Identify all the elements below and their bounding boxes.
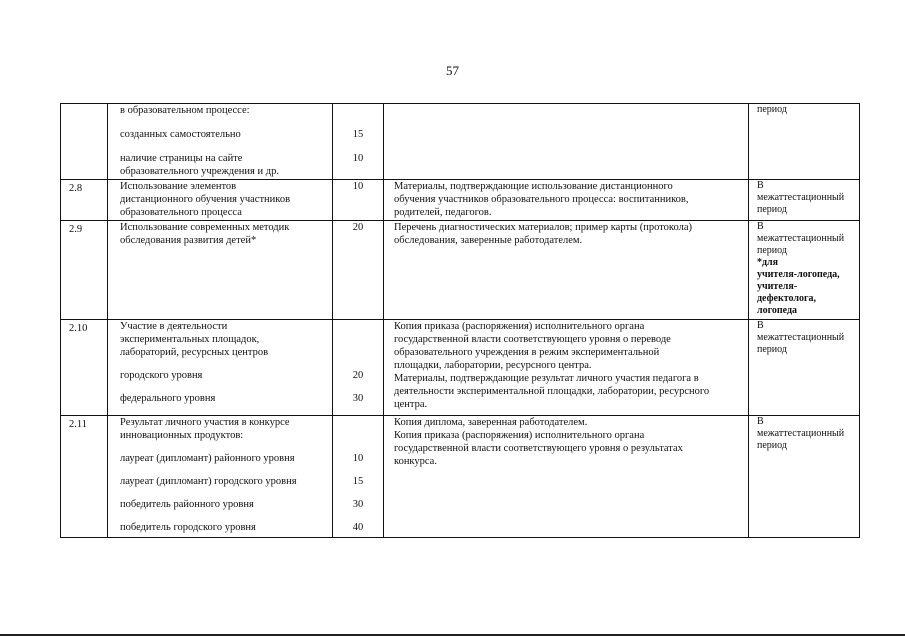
period-text: период — [757, 204, 787, 215]
score-value: 40 — [352, 522, 364, 533]
score-value: 30 — [352, 393, 364, 404]
period-cell — [749, 320, 860, 416]
score-cell — [333, 320, 384, 416]
score-value: 15 — [352, 129, 364, 140]
document-text: конкурса. — [394, 456, 437, 467]
criterion-text: экспериментальных площадок, — [120, 334, 260, 345]
document-text: обследования, заверенные работодателем. — [394, 235, 583, 246]
document-text: Перечень диагностических материалов; пример карты (протокола) — [394, 222, 692, 233]
period-cell — [749, 416, 860, 538]
score-value: 10 — [352, 153, 364, 164]
period-note: логопеда — [757, 305, 798, 316]
period-cell — [749, 221, 860, 320]
table-row — [61, 104, 860, 180]
period-text: В — [757, 180, 764, 191]
period-text: В — [757, 416, 764, 427]
criterion-text: образовательного процесса — [120, 207, 242, 218]
criterion-item: наличие страницы на сайте — [120, 153, 243, 164]
documents-cell — [384, 104, 749, 180]
criterion-cell — [108, 221, 333, 320]
period-cell — [749, 180, 860, 221]
criterion-cell — [108, 104, 333, 180]
period-text: период — [757, 344, 787, 355]
document-text: Копия диплома, заверенная работодателем. — [394, 417, 588, 428]
criterion-cell — [108, 416, 333, 538]
document-text: деятельности экспериментальной площадки, лаборатории, ресурсного — [394, 386, 710, 397]
criterion-text: Участие в деятельности — [120, 321, 228, 332]
criterion-item: лауреат (дипломант) районного уровня — [120, 453, 295, 464]
score-cell — [333, 104, 384, 180]
period-note: *для — [757, 257, 779, 268]
table-row — [61, 180, 860, 221]
document-text: государственной власти соответствующего уровня о результатах — [394, 443, 683, 454]
page-bottom-edge — [0, 634, 905, 636]
document-text: обучения участников образовательного процесса: воспитанников, — [394, 194, 689, 205]
period-text: межаттестационный — [757, 332, 845, 343]
document-text: образовательного учреждения в режим экспериментальной — [394, 347, 660, 358]
criteria-table — [60, 103, 860, 538]
criterion-item: образовательного учреждения и др. — [120, 166, 279, 177]
criterion-head: в образовательном процессе: — [120, 105, 250, 116]
documents-cell — [384, 180, 749, 221]
criterion-text: лабораторий, ресурсных центров — [120, 347, 269, 358]
documents-cell — [384, 320, 749, 416]
criterion-text: Результат личного участия в конкурсе — [120, 417, 290, 428]
document-text: площадки, лаборатории, ресурсного центра. — [394, 360, 592, 371]
period-note: учителя- — [757, 281, 798, 292]
row-number-cell — [61, 104, 108, 180]
document-text: Копия приказа (распоряжения) исполнительного органа — [394, 430, 645, 441]
documents-cell — [384, 221, 749, 320]
score-value: 10 — [352, 453, 364, 464]
criterion-text: инновационных продуктов: — [120, 430, 244, 441]
table-row — [61, 320, 860, 416]
document-text: Копия приказа (распоряжения) исполнительного органа — [394, 321, 645, 332]
document-text: центра. — [394, 399, 428, 410]
document-text: Материалы, подтверждающие результат личного участия педагога в — [394, 373, 699, 384]
table-row — [61, 221, 860, 320]
criterion-item: городского уровня — [120, 370, 203, 381]
score-value: 20 — [352, 370, 364, 381]
period-text: межаттестационный — [757, 428, 845, 439]
criterion-text: обследования развития детей* — [120, 235, 257, 246]
row-number-cell: 2.9 — [61, 221, 108, 320]
row-number-cell: 2.11 — [61, 416, 108, 538]
documents-cell — [384, 416, 749, 538]
criterion-item: федерального уровня — [120, 393, 216, 404]
period-text: межаттестационный — [757, 233, 845, 244]
document-text: государственной власти соответствующего уровня о переводе — [394, 334, 671, 345]
score-value: 30 — [352, 499, 364, 510]
criterion-cell — [108, 320, 333, 416]
score-cell — [333, 180, 384, 221]
score-cell — [333, 416, 384, 538]
score-value: 10 — [352, 181, 364, 192]
criterion-cell — [108, 180, 333, 221]
score-value: 15 — [352, 476, 364, 487]
criterion-item: победитель городского уровня — [120, 522, 256, 533]
period-cell — [749, 104, 860, 180]
criterion-text: Использование элементов — [120, 181, 237, 192]
row-number-cell: 2.10 — [61, 320, 108, 416]
criterion-text: Использование современных методик — [120, 222, 290, 233]
period-text: В — [757, 221, 764, 232]
period-note: дефектолога, — [757, 293, 817, 304]
score-value: 20 — [352, 222, 364, 233]
document-text: родителей, педагогов. — [394, 207, 492, 218]
page-number: 57 — [446, 63, 459, 78]
period-text: В — [757, 320, 764, 331]
document-text: Материалы, подтверждающие использование дистанционного — [394, 181, 673, 192]
period-text: период — [757, 104, 787, 115]
criterion-item: лауреат (дипломант) городского уровня — [120, 476, 297, 487]
period-text: период — [757, 245, 787, 256]
table-row — [61, 416, 860, 538]
criterion-item: победитель районного уровня — [120, 499, 254, 510]
criterion-text: дистанционного обучения участников — [120, 194, 291, 205]
period-text: период — [757, 440, 787, 451]
period-note: учителя-логопеда, — [757, 269, 840, 280]
score-cell — [333, 221, 384, 320]
row-number-cell: 2.8 — [61, 180, 108, 221]
criterion-item: созданных самостоятельно — [120, 129, 241, 140]
period-text: межаттестационный — [757, 192, 845, 203]
